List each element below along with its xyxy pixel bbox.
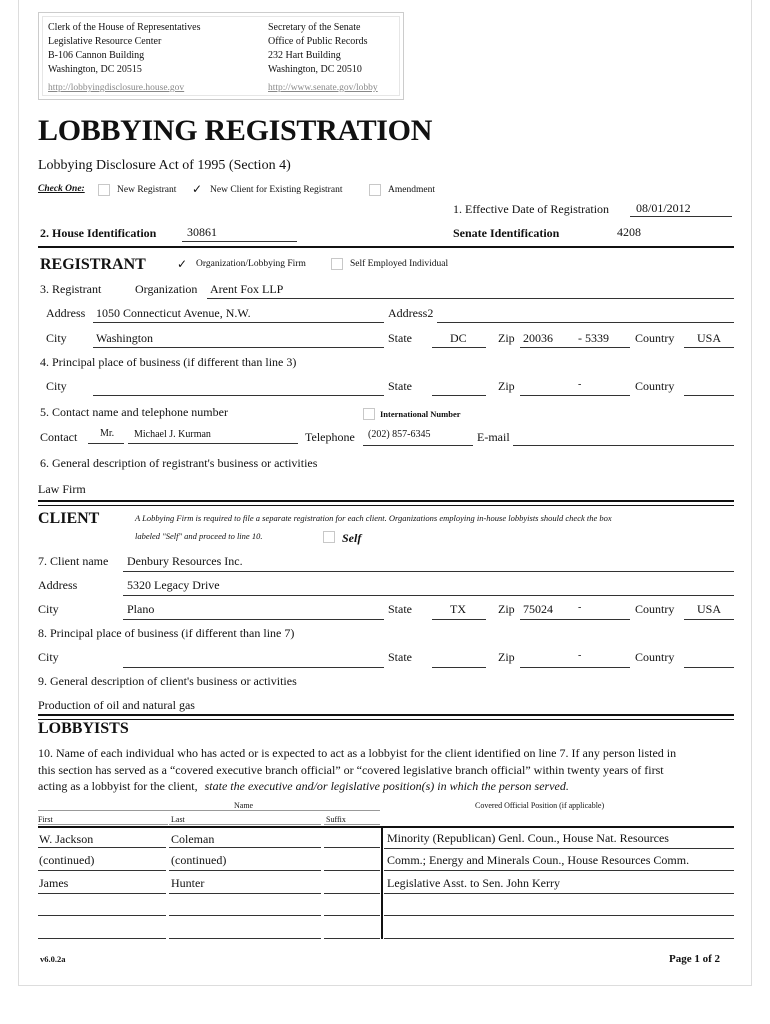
- client-zip-dash: -: [578, 602, 582, 613]
- house-id-field[interactable]: 30861: [187, 225, 217, 239]
- country-underline: [684, 347, 734, 348]
- address-field[interactable]: 1050 Connecticut Avenue, N.W.: [96, 306, 251, 320]
- lobbyist-first[interactable]: James: [39, 876, 69, 890]
- self-checkbox[interactable]: [323, 531, 335, 543]
- lobbyist-position[interactable]: Comm.; Energy and Minerals Coun., House Resources Comm.: [387, 853, 690, 867]
- email-label: E-mail: [477, 430, 510, 444]
- page-subtitle: Lobbying Disclosure Act of 1995 (Section 4): [38, 158, 291, 173]
- client-country-field[interactable]: USA: [697, 602, 722, 616]
- city-underline: [93, 347, 384, 348]
- row-underline: [324, 870, 380, 871]
- client-pp-city-label: City: [38, 650, 59, 664]
- client-heading: CLIENT: [38, 510, 100, 527]
- row-underline: [324, 893, 380, 894]
- name-column-header: Name: [234, 801, 254, 810]
- self-employed-option: Self Employed Individual: [350, 259, 449, 269]
- address-underline: [93, 322, 384, 323]
- senate-address-line-2: Office of Public Records: [268, 36, 368, 47]
- client-name-field[interactable]: Denbury Resources Inc.: [127, 554, 243, 568]
- form-version: v6.0.2a: [40, 954, 66, 964]
- client-pp-zip-dash: -: [578, 650, 582, 661]
- amendment-label: Amendment: [388, 185, 435, 195]
- client-address-label: Address: [38, 578, 78, 592]
- pp-city-underline: [93, 395, 384, 396]
- client-name-label: 7. Client name: [38, 554, 109, 568]
- row-underline: [38, 893, 166, 894]
- registrant-heading: REGISTRANT: [40, 256, 146, 273]
- telephone-field[interactable]: (202) 857-6345: [368, 429, 431, 440]
- client-state-field[interactable]: TX: [450, 602, 466, 616]
- row-underline: [169, 915, 321, 916]
- row-underline: [324, 847, 380, 848]
- client-zip-underline: [520, 619, 630, 620]
- row-underline: [169, 938, 321, 939]
- row-underline: [324, 915, 380, 916]
- senate-address-line-3: 232 Hart Building: [268, 50, 341, 61]
- contact-label: Contact: [40, 430, 78, 444]
- lobbyist-first[interactable]: W. Jackson: [39, 832, 94, 846]
- city-label: City: [46, 331, 67, 345]
- header-underline: [169, 824, 321, 825]
- registrant-business-label: 6. General description of registrant's business or activities: [40, 456, 318, 470]
- house-url-link[interactable]: http://lobbyingdisclosure.house.gov: [48, 83, 185, 93]
- lobbyist-last[interactable]: Hunter: [171, 876, 205, 890]
- zip-field[interactable]: 20036: [523, 331, 553, 345]
- pp-zip-label: Zip: [498, 379, 515, 393]
- client-pp-state-label: State: [388, 650, 412, 664]
- header-underline: [38, 824, 168, 825]
- row-underline: [169, 847, 321, 848]
- client-business-label: 9. General description of client's business or activities: [38, 674, 297, 688]
- row-underline: [384, 893, 734, 894]
- new-client-label: New Client for Existing Registrant: [210, 185, 343, 195]
- page-title: LOBBYING REGISTRATION: [38, 114, 433, 147]
- pp-zip-dash: -: [578, 379, 582, 390]
- lobbyists-instructions-1: 10. Name of each individual who has acted or is expected to act as a lobbyist for the client identified on line 7. If any person listed in: [38, 746, 677, 760]
- senate-address-line-4: Washington, DC 20510: [268, 64, 362, 75]
- row-underline: [38, 870, 166, 871]
- client-zip-field[interactable]: 75024: [523, 602, 553, 616]
- lobbyists-instructions-3: [38, 779, 569, 794]
- lobbyist-first[interactable]: (continued): [39, 853, 95, 867]
- house-address-line-3: B-106 Cannon Building: [48, 50, 145, 61]
- lobbyist-position[interactable]: Minority (Republican) Genl. Coun., House Nat. Resources: [387, 831, 669, 845]
- page-number: Page 1 of 2: [669, 953, 721, 965]
- lobbyist-table-divider: [381, 826, 383, 939]
- row-underline: [38, 938, 166, 939]
- client-city-label: City: [38, 602, 59, 616]
- country-field[interactable]: USA: [697, 331, 722, 345]
- zip-label: Zip: [498, 331, 515, 345]
- row-underline: [384, 870, 734, 871]
- senate-id-field[interactable]: 4208: [617, 225, 641, 239]
- lobbyists-divider-thin: [38, 719, 734, 720]
- client-city-underline: [123, 619, 384, 620]
- organization-label: Organization: [135, 282, 198, 296]
- row-underline: [384, 848, 734, 849]
- effective-date-label: 1. Effective Date of Registration: [453, 202, 610, 216]
- lobbyist-last[interactable]: Coleman: [171, 832, 215, 846]
- header-underline: [324, 824, 380, 825]
- client-note-line-2: labeled "Self" and proceed to line 10.: [135, 531, 263, 541]
- client-country-label: Country: [635, 602, 675, 616]
- zip-underline: [520, 347, 630, 348]
- lobbyist-position[interactable]: Legislative Asst. to Sen. John Kerry: [387, 876, 560, 890]
- client-divider: [38, 500, 734, 502]
- country-label: Country: [635, 331, 675, 345]
- international-number-checkbox[interactable]: [363, 408, 375, 420]
- pp-city-label: City: [46, 379, 67, 393]
- address2-underline: [437, 322, 734, 323]
- lobbyists-instructions-3-text: acting as a lobbyist for the client,: [38, 779, 198, 793]
- client-business-field[interactable]: Production of oil and natural gas: [38, 698, 195, 712]
- contact-prefix-field[interactable]: Mr.: [100, 428, 115, 439]
- zip-ext-field[interactable]: - 5339: [578, 331, 609, 345]
- client-state-label: State: [388, 602, 412, 616]
- effective-date-underline: [630, 216, 732, 217]
- row-underline: [384, 938, 734, 939]
- client-zip-label: Zip: [498, 602, 515, 616]
- new-registrant-checkbox[interactable]: [98, 184, 110, 196]
- contact-prefix-underline: [88, 443, 124, 444]
- new-registrant-label: New Registrant: [117, 185, 177, 195]
- client-pp-zip-label: Zip: [498, 650, 515, 664]
- telephone-label: Telephone: [305, 430, 355, 444]
- principal-place-label: 4. Principal place of business (if different than line 3): [40, 355, 297, 369]
- row-underline: [384, 915, 734, 916]
- lobbyists-divider: [38, 714, 734, 716]
- international-number-label: International Number: [380, 409, 461, 419]
- house-id-label: 2. House Identification: [40, 226, 157, 240]
- lobbyist-last[interactable]: (continued): [171, 853, 227, 867]
- client-city-field[interactable]: Plano: [127, 602, 155, 616]
- house-address-line-2: Legislative Resource Center: [48, 36, 162, 47]
- client-pp-country-underline: [684, 667, 734, 668]
- self-label: Self: [342, 531, 362, 545]
- row-underline: [169, 893, 321, 894]
- client-divider-thin: [38, 505, 734, 506]
- state-label: State: [388, 331, 412, 345]
- client-pp-city-underline: [123, 667, 384, 668]
- pp-country-underline: [684, 395, 734, 396]
- client-state-underline: [432, 619, 486, 620]
- registrant-line-label: 3. Registrant: [40, 282, 102, 296]
- address-label: Address: [46, 306, 86, 320]
- organization-underline: [207, 298, 734, 299]
- client-address-field[interactable]: 5320 Legacy Drive: [127, 578, 220, 592]
- checkmark-icon: ✓: [192, 182, 203, 196]
- senate-address-line-1: Secretary of the Senate: [268, 22, 361, 33]
- last-column-header: Last: [171, 815, 185, 824]
- row-underline: [169, 870, 321, 871]
- email-underline: [513, 445, 734, 446]
- org-firm-option: Organization/Lobbying Firm: [196, 259, 306, 269]
- state-underline: [432, 347, 486, 348]
- city-field[interactable]: Washington: [96, 331, 154, 345]
- self-employed-checkbox[interactable]: [331, 258, 343, 270]
- contact-section-label: 5. Contact name and telephone number: [40, 405, 228, 419]
- registrant-business-field[interactable]: Law Firm: [38, 482, 86, 496]
- position-column-header: Covered Official Position (if applicable): [475, 801, 605, 810]
- client-name-underline: [123, 571, 734, 572]
- contact-name-underline: [128, 443, 298, 444]
- checkmark-icon: ✓: [177, 257, 188, 271]
- header-underline: [38, 810, 380, 811]
- row-underline: [38, 847, 166, 848]
- house-address-line-4: Washington, DC 20515: [48, 64, 142, 75]
- pp-state-label: State: [388, 379, 412, 393]
- lobbyists-instructions-3-italic: state the executive and/or legislative position(s) in which the person served.: [204, 779, 569, 793]
- client-pp-state-underline: [432, 667, 486, 668]
- senate-url-link[interactable]: http://www.senate.gov/lobby: [268, 83, 378, 93]
- house-id-underline: [182, 241, 297, 242]
- contact-name-field[interactable]: Michael J. Kurman: [134, 429, 211, 440]
- suffix-column-header: Suffix: [326, 815, 346, 824]
- check-one-label: Check One:: [38, 184, 85, 194]
- telephone-underline: [363, 445, 473, 446]
- amendment-checkbox[interactable]: [369, 184, 381, 196]
- lobbyists-heading: LOBBYISTS: [38, 720, 129, 737]
- state-field[interactable]: DC: [450, 331, 467, 345]
- address2-label: Address2: [388, 306, 434, 320]
- senate-id-label: Senate Identification: [453, 226, 560, 240]
- effective-date-field[interactable]: 08/01/2012: [636, 201, 691, 215]
- lobbyists-instructions-2: this section has served as a “covered executive branch official” or “covered legislative branch official” within twenty years of first: [38, 763, 664, 777]
- client-pp-zip-underline: [520, 667, 630, 668]
- row-underline: [38, 915, 166, 916]
- pp-zip-underline: [520, 395, 630, 396]
- row-underline: [324, 938, 380, 939]
- organization-field[interactable]: Arent Fox LLP: [210, 282, 284, 296]
- pp-country-label: Country: [635, 379, 675, 393]
- client-pp-country-label: Country: [635, 650, 675, 664]
- pp-state-underline: [432, 395, 486, 396]
- client-address-underline: [123, 595, 734, 596]
- house-address-line-1: Clerk of the House of Representatives: [48, 22, 201, 33]
- registrant-divider: [38, 246, 734, 248]
- client-country-underline: [684, 619, 734, 620]
- lobbyist-table-top-border: [38, 826, 734, 828]
- client-principal-place-label: 8. Principal place of business (if different than line 7): [38, 626, 295, 640]
- client-note-line-1: A Lobbying Firm is required to file a separate registration for each client. Organizations employing in-house lobbyists should check the box: [135, 513, 612, 523]
- first-column-header: First: [38, 815, 53, 824]
